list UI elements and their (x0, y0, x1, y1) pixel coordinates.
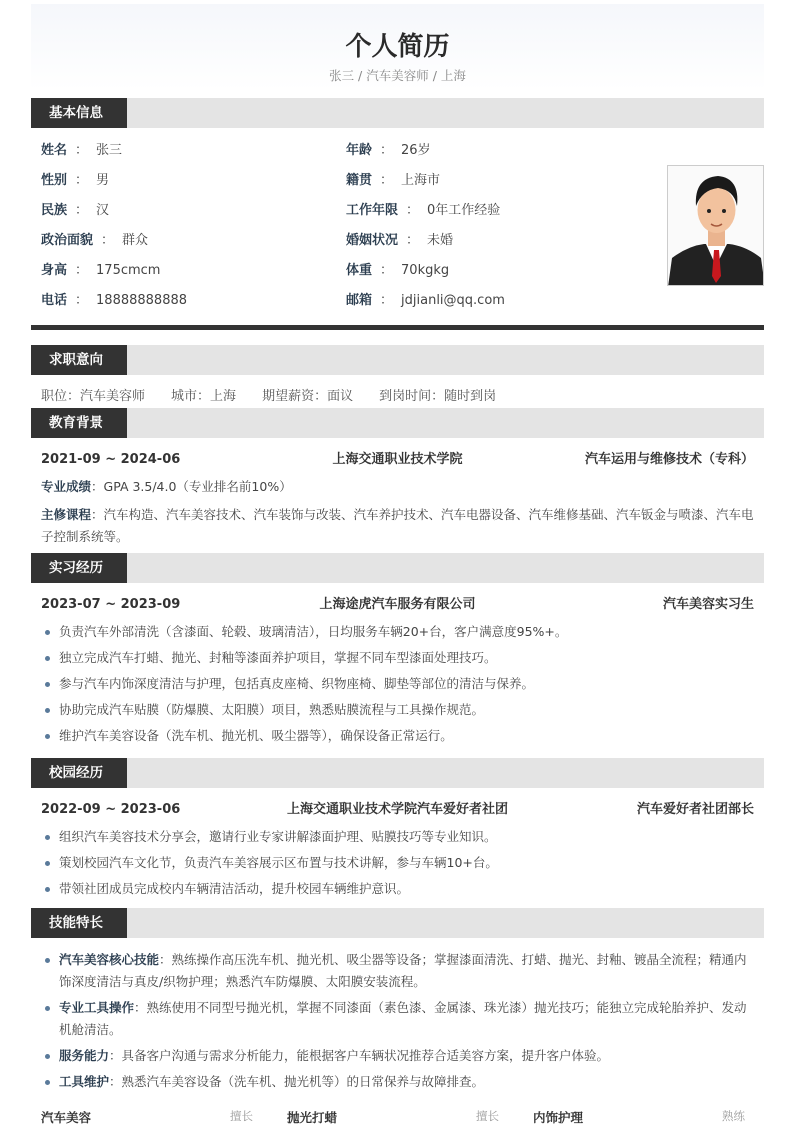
skill-level-text: 擅长 (476, 1109, 499, 1123)
field-value: 上海市 (401, 173, 441, 188)
info-field (346, 141, 431, 161)
field-value: 汉 (96, 203, 110, 218)
edu-courses (41, 504, 756, 548)
skill-level-text: 擅长 (230, 1109, 253, 1123)
info-field (346, 231, 453, 251)
grade-label: 专业成绩 (41, 479, 92, 494)
field-value: 175cmcm (96, 263, 161, 278)
resume-header (31, 4, 764, 90)
intent-label: 期望薪资： (262, 389, 328, 404)
field-value: 18888888888 (96, 293, 188, 308)
field-value: 70kgkg (401, 263, 450, 278)
field-value: 群众 (122, 233, 149, 248)
field-label: 政治面貌 (41, 233, 94, 248)
info-field (346, 261, 449, 281)
page-title: 个人简历 (345, 32, 450, 62)
info-field (41, 201, 109, 221)
skill-level (287, 1108, 499, 1126)
info-field (346, 201, 500, 221)
intern-entry (41, 595, 754, 615)
subtitle: 张三 / 汽车美容师 / 上海 (329, 68, 466, 83)
field-label: 工作年限 (346, 203, 399, 218)
skill-level (41, 1108, 253, 1126)
field-label: 邮箱 (346, 293, 373, 308)
field-label: 婚姻状况 (346, 233, 399, 248)
skill-label: 汽车美容核心技能 (59, 952, 160, 967)
section-title: 求职意向 (31, 345, 127, 375)
info-field (346, 171, 440, 191)
separator: ： (380, 263, 394, 278)
field-label: 姓名 (41, 143, 68, 158)
campus-role: 汽车爱好者社团部长 (637, 802, 755, 817)
grade-value: ：GPA 3.5/4.0（专业排名前10%） (91, 479, 292, 494)
bullet-item: 协助完成汽车贴膜（防爆膜、太阳膜）项目，熟悉贴膜流程与工具操作规范。 (45, 699, 755, 721)
bullet-item: 独立完成汽车打蜡、抛光、封釉等漆面养护项目，掌握不同车型漆面处理技巧。 (45, 647, 755, 669)
intern-date: 2023-07 ~ 2023-09 (41, 597, 181, 612)
separator: ： (75, 173, 89, 188)
skill-text: ：具备客户沟通与需求分析能力，能根据客户车辆状况推荐合适美容方案，提升客户体验。 (109, 1048, 610, 1063)
intent-label: 到岗时间： (379, 389, 445, 404)
edu-date: 2021-09 ~ 2024-06 (41, 452, 181, 467)
info-field (346, 291, 505, 311)
section-intent (31, 345, 764, 375)
section-title: 实习经历 (31, 553, 127, 583)
skill-item (45, 1071, 755, 1093)
intent-item (262, 389, 353, 404)
skill-level (533, 1108, 745, 1126)
courses-label: 主修课程 (41, 507, 92, 522)
divider (31, 325, 764, 330)
bullet-item: 带领社团成员完成校内车辆清洁活动，提升校园车辆维护意识。 (45, 878, 755, 900)
bullet-item: 策划校园汽车文化节，负责汽车美容展示区布置与技术讲解，参与车辆10+台。 (45, 852, 755, 874)
field-value: 0年工作经验 (427, 203, 501, 218)
field-label: 民族 (41, 203, 68, 218)
skill-name: 汽车美容 (41, 1110, 92, 1125)
campus-entry (41, 800, 754, 820)
skill-label: 工具维护 (59, 1074, 110, 1089)
section-basic (31, 98, 764, 128)
separator: ： (75, 263, 89, 278)
separator: ： (75, 143, 89, 158)
intent-label: 职位： (41, 389, 81, 404)
separator: ： (101, 233, 115, 248)
bullet-item: 维护汽车美容设备（洗车机、抛光机、吸尘器等），确保设备正常运行。 (45, 725, 755, 747)
skill-item (45, 997, 755, 1041)
field-value: 未婚 (427, 233, 454, 248)
skill-label: 专业工具操作 (59, 1000, 135, 1015)
section-title: 教育背景 (31, 408, 127, 438)
bullet-item: 参与汽车内饰深度清洁与护理，包括真皮座椅、织物座椅、脚垫等部位的清洁与保养。 (45, 673, 755, 695)
intent-value: 随时到岗 (444, 389, 497, 404)
field-label: 电话 (41, 293, 68, 308)
field-value: 男 (96, 173, 110, 188)
intent-value: 上海 (210, 389, 237, 404)
separator: ： (380, 143, 394, 158)
info-field (41, 261, 160, 281)
separator: ： (406, 233, 420, 248)
intent-row (41, 387, 522, 407)
skill-name: 抛光打蜡 (287, 1110, 338, 1125)
section-skills (31, 908, 764, 938)
separator: ： (75, 293, 89, 308)
info-field (41, 231, 148, 251)
field-value: jdjianli@qq.com (401, 293, 505, 308)
intent-label: 城市： (171, 389, 211, 404)
courses-value: ：汽车构造、汽车美容技术、汽车装饰与改装、汽车养护技术、汽车电器设备、汽车维修基础、汽车钣金与喷漆、汽车电子控制系统等。 (41, 507, 754, 544)
section-campus (31, 758, 764, 788)
intent-item (171, 389, 236, 404)
info-field (41, 171, 109, 191)
field-label: 年龄 (346, 143, 373, 158)
info-field (41, 141, 122, 161)
skill-item (45, 1045, 755, 1067)
separator: ： (406, 203, 420, 218)
section-edu (31, 408, 764, 438)
info-field (41, 291, 187, 311)
section-intern (31, 553, 764, 583)
edu-entry (41, 450, 754, 470)
field-label: 体重 (346, 263, 373, 278)
edu-grade (41, 476, 756, 498)
bullet-item: 组织汽车美容技术分享会，邀请行业专家讲解漆面护理、贴膜技巧等专业知识。 (45, 826, 755, 848)
intern-role: 汽车美容实习生 (663, 597, 755, 612)
skill-label: 服务能力 (59, 1048, 110, 1063)
intent-item (41, 389, 145, 404)
field-label: 籍贯 (346, 173, 373, 188)
section-title: 校园经历 (31, 758, 127, 788)
bullet-item: 负责汽车外部清洗（含漆面、轮毂、玻璃清洁），日均服务车辆20+台，客户满意度95%+。 (45, 621, 755, 643)
intent-item (379, 389, 496, 404)
skill-text: ：熟练使用不同型号抛光机，掌握不同漆面（素色漆、金属漆、珠光漆）抛光技巧；能独立完成轮胎养护、发动机舱清洁。 (59, 1000, 747, 1037)
field-value: 张三 (96, 143, 123, 158)
field-label: 性别 (41, 173, 68, 188)
skill-item (45, 949, 755, 993)
skill-name: 内饰护理 (533, 1110, 584, 1125)
skill-text: ：熟练操作高压洗车机、抛光机、吸尘器等设备；掌握漆面清洗、打蜡、抛光、封釉、镀晶全流程；精通内饰深度清洁与真皮/织物护理；熟悉汽车防爆膜、太阳膜安装流程。 (59, 952, 747, 989)
intent-value: 面议 (327, 389, 354, 404)
campus-org: 上海交通职业技术学院汽车爱好者社团 (287, 802, 509, 817)
skill-text: ：熟悉汽车美容设备（洗车机、抛光机等）的日常保养与故障排查。 (109, 1074, 485, 1089)
campus-date: 2022-09 ~ 2023-06 (41, 802, 181, 817)
skill-level-text: 熟练 (722, 1109, 745, 1123)
profile-photo (667, 165, 764, 286)
intent-value: 汽车美容师 (80, 389, 146, 404)
separator: ： (380, 173, 394, 188)
section-title: 技能特长 (31, 908, 127, 938)
field-label: 身高 (41, 263, 68, 278)
field-value: 26岁 (401, 143, 431, 158)
resume-page (31, 0, 764, 1123)
separator: ： (380, 293, 394, 308)
edu-school: 上海交通职业技术学院 (332, 452, 463, 467)
separator: ： (75, 203, 89, 218)
edu-major: 汽车运用与维修技术（专科） (585, 452, 755, 467)
section-title: 基本信息 (31, 98, 127, 128)
intern-org: 上海途虎汽车服务有限公司 (319, 597, 476, 612)
